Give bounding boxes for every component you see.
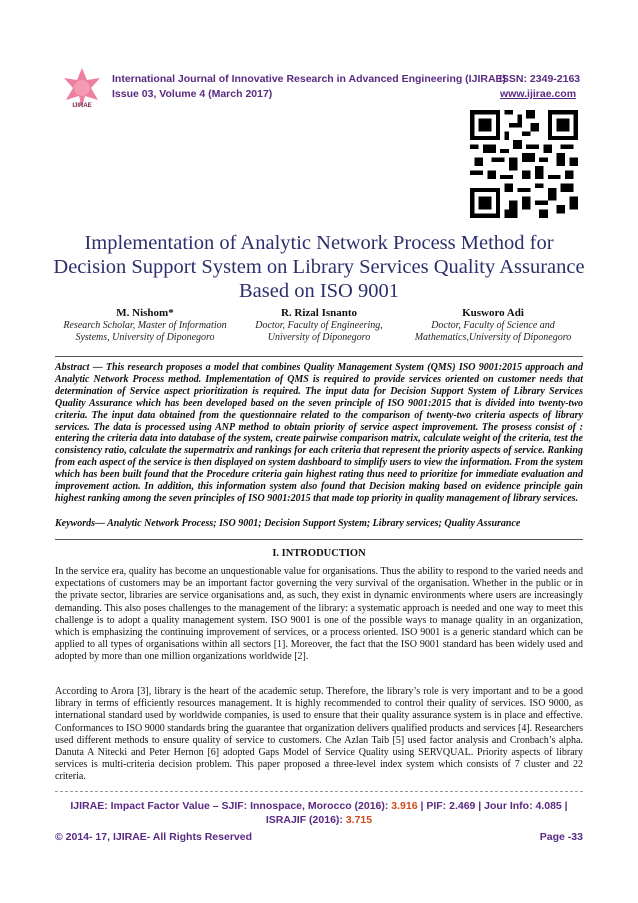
paragraph-2: According to Arora [3], library is the heart of the academic setup. Therefore, the library’s role is very important and to be a good library in terms of efficiently resources management. It is highly recommended to control their quality of services. ISO 9000, as international standard used by worldwide companies, is used to ensure that their quality assurance system is in place and effective. Conformances to ISO 9000 standards bring the guarantee that organization delivers qualified products and services [4]. Researchers used different methods to ensure quality of service to customers. Che Azlan Taib [5] used factor analysis and Cronbach’s alpha. Danuta A Nitecki and Peter Hernon [6] adopted Gaps Model of Service Quality using SERVQUAL. Priority aspects of library services is multi-criteria decision problem. This paper proposed a three-level index system which consists of 7 cluster and 22 criteria. — [55, 686, 583, 783]
footer-pif-label: | PIF: — [417, 800, 450, 812]
paragraph-1: In the service era, quality has become an unquestionable value for organisations. Thus the ability to respond to the varied needs and expectations of customers may be an important factor governing the very survival of the organisation. Whether in the public or in the private sector, libraries are service organisations and, as such, they exist in dynamic environments where users are increasingly demanding. This also poses challenges to the management of the library: a systematic approach is needed and one way to meet this challenge is to adopt a quality management system. ISO 9001 is one of the possible ways to manage quality in an organization, which is emphasizing the continuing improvement of services, or a process oriented. ISO 9001 is a generic standard which can be applied to all types of organisations within all sectors [1]. Moreover, the fact that the ISO 9001 standard has been widely used and adopted by more than one million organizations worldwide [2]. — [55, 566, 583, 663]
journal-url[interactable]: www.ijirae.com — [500, 88, 577, 100]
author-affiliation-line: Mathematics,University of Diponegoro — [414, 332, 572, 343]
logo-text: IJIRAE — [72, 103, 92, 109]
page-number: Page -33 — [539, 831, 583, 843]
abstract: Abstract — This research proposes a model that combines Quality Management System (QMS) ISO 9001:2015 approach and Analytic Network Process method. Implementation of QMS is required to provide services oriented on customer needs that determination of Service aspect prioritization is required. The input data for Decision Support System of Library Services Quality Assurance which has been developed based on the seven principle of ISO 9001:2015 that is divided into twenty-two criteria. The input data obtained from the questionnaire related to the comparison of twenty-two criteria aspects of library services. The data is processed using ANP method to obtain priority of service aspect improvement. The prosess consist of : entering the criteria data into database of the system, create pairwise comparison matrix, calculate weight of the criteria, test the consistency ratio, calculate the supermatrix and rankings for each criteria that represent the priority aspects of service. Ranking from each aspect of the service is then displayed on system dashboard to simplify users to view the information. From the system which has been built found that the Procedure criteria gain highest rating thus need to prioritize for immediate evaluation and improvement action. In addition, this information system also found that Decision making based on evidence principle gain highest ranking among the seven principles of ISO 9001:2015 that made top priority in quality management of library services. — [55, 362, 583, 504]
title-line-1: Implementation of Analytic Network Process Method for — [84, 232, 554, 254]
israjif-value: 3.715 — [345, 814, 373, 826]
copyright: © 2014- 17, IJIRAE- All Rights Reserved — [55, 831, 253, 843]
author-affiliation-line: University of Diponegoro — [267, 332, 371, 343]
title-line-2: Decision Support System on Library Services Quality Assurance — [53, 256, 585, 278]
title-line-3: Based on ISO 9001 — [238, 280, 399, 302]
divider — [55, 356, 583, 357]
footer-jourinfo: | Jour Info: 4.085 | — [475, 800, 568, 812]
author-affiliation-line: Doctor, Faculty of Engineering, — [255, 320, 383, 331]
qr-code-icon — [470, 110, 578, 218]
author-name: R. Rizal Isnanto — [280, 307, 358, 319]
footer-israjif-label: ISRAJIF (2016): — [265, 814, 346, 826]
section-heading: I. INTRODUCTION — [272, 548, 366, 559]
author-1 — [50, 307, 240, 344]
footer-divider — [55, 791, 583, 792]
keywords: Keywords— Analytic Network Process; ISO 9001; Decision Support System; Library services; Quality Assurance — [55, 518, 521, 529]
pif-value: 2.469 — [449, 800, 476, 812]
footer-impact-label: IJIRAE: Impact Factor Value – SJIF: Innospace, Morocco (2016): — [70, 800, 392, 812]
author-affiliation-line: Systems, University of Diponegoro — [75, 332, 215, 343]
journal-name: International Journal of Innovative Research in Advanced Engineering (IJIRAE) — [112, 73, 507, 85]
paper-title — [40, 231, 598, 303]
author-name: M. Nishom* — [116, 307, 174, 319]
sjif-value: 3.916 — [391, 800, 418, 812]
footer-metrics — [55, 799, 583, 827]
author-3 — [398, 307, 588, 344]
author-name: Kusworo Adi — [462, 307, 524, 319]
divider — [55, 539, 583, 540]
issue-info: Issue 03, Volume 4 (March 2017) — [112, 88, 273, 100]
author-affiliation-line: Doctor, Faculty of Science and — [431, 320, 555, 331]
author-affiliation-line: Research Scholar, Master of Information — [63, 320, 227, 331]
journal-logo — [58, 66, 106, 110]
author-2 — [224, 307, 414, 344]
issn: ISSN: 2349-2163 — [499, 73, 581, 85]
